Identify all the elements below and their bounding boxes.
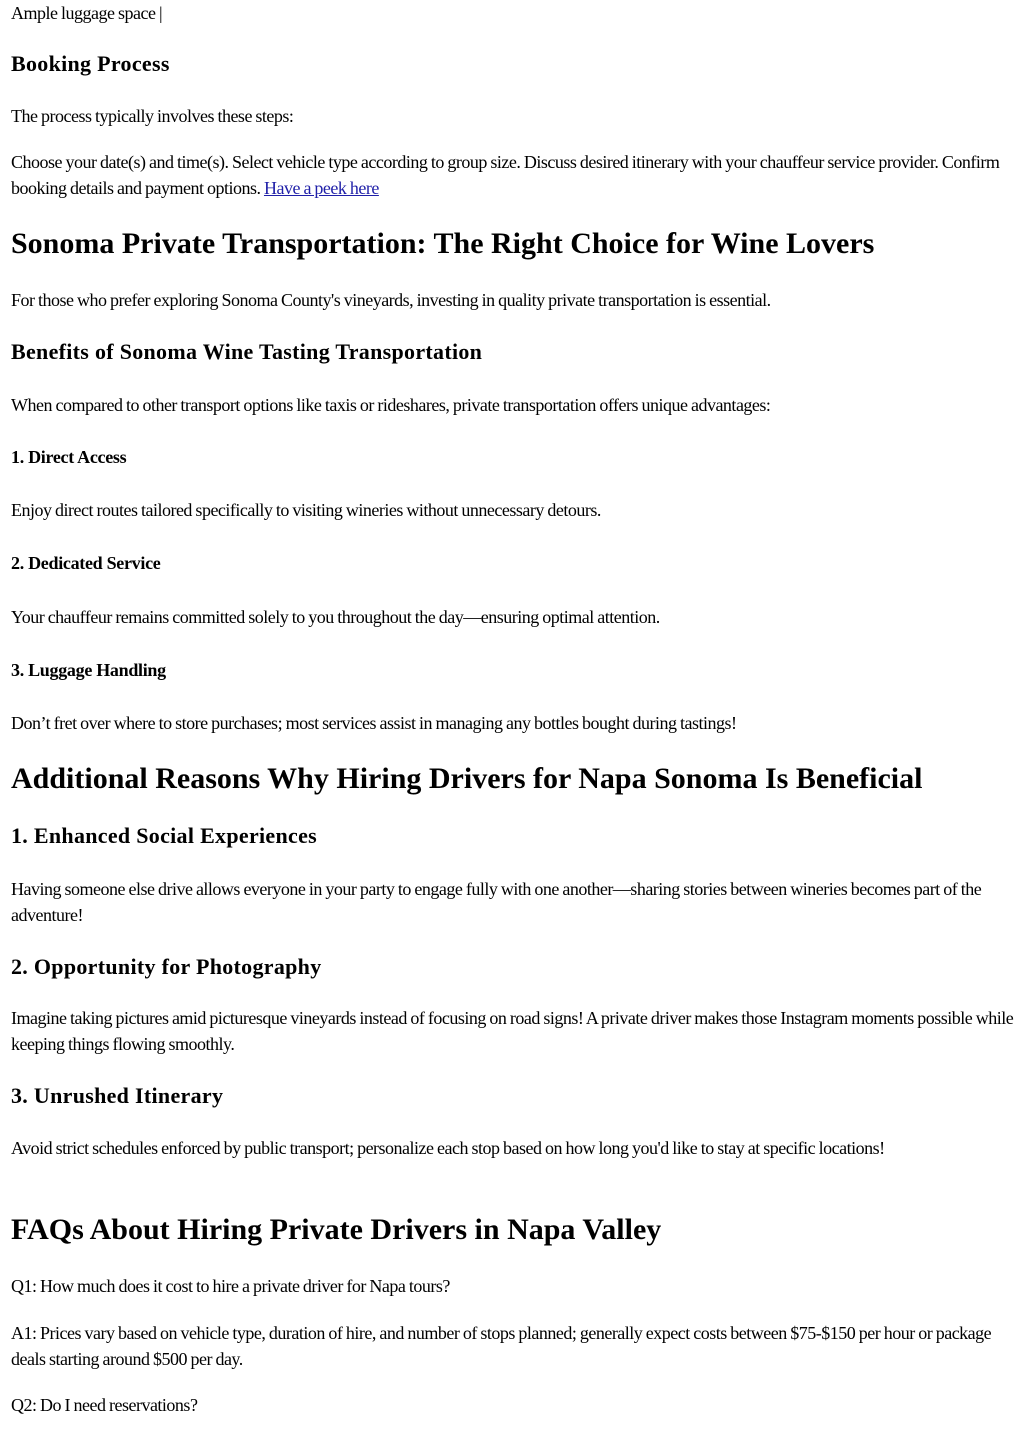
benefit-title-2: 2. Dedicated Service [11,553,161,573]
booking-steps-text: Choose your date(s) and time(s). Select vehicle type according to group size. Discuss desired itinerary with your chauffeur service provider. Confirm booking details and payment options. [11,152,1000,198]
benefit-title-3: 3. Luggage Handling [11,660,166,680]
benefit-text-3: Don’t fret over where to store purchases; most services assist in managing any bottles bought during tastings! [11,713,737,733]
benefits-heading: Benefits of Sonoma Wine Tasting Transportation [11,339,483,364]
benefit-text-2: Your chauffeur remains committed solely to you throughout the day—ensuring optimal attention. [11,607,660,627]
benefits-intro: When compared to other transport options like taxis or rideshares, private transportation offers unique advantages: [11,395,771,415]
reason-title-3: 3. Unrushed Itinerary [11,1083,224,1108]
intro-line: Ample luggage space | [11,3,163,23]
faq-answer-1: A1: Prices vary based on vehicle type, duration of hire, and number of stops planned; generally expect costs between $75-$150 per hour or package deals starting around $500 per day. [11,1323,992,1369]
booking-heading: Booking Process [11,51,170,76]
benefit-text-1: Enjoy direct routes tailored specifically to visiting wineries without unnecessary detours. [11,500,601,520]
reason-text-1: Having someone else drive allows everyone in your party to engage fully with one another—sharing stories between wineries becomes part of the adventure! [11,879,982,925]
reasons-heading: Additional Reasons Why Hiring Drivers for Napa Sonoma Is Beneficial [11,762,923,795]
reason-text-3: Avoid strict schedules enforced by public transport; personalize each stop based on how long you'd like to stay at specific locations! [11,1138,885,1158]
reason-title-1: 1. Enhanced Social Experiences [11,823,318,848]
benefit-title-1: 1. Direct Access [11,447,127,467]
booking-intro: The process typically involves these steps: [11,106,294,126]
reason-title-2: 2. Opportunity for Photography [11,954,322,979]
faq-question-1: Q1: How much does it cost to hire a private driver for Napa tours? [11,1276,450,1296]
faq-question-2: Q2: Do I need reservations? [11,1395,198,1415]
reason-text-2: Imagine taking pictures amid picturesque vineyards instead of focusing on road signs! A private driver makes those Instagram moments possible while keeping things flowing smoothly. [11,1008,1014,1054]
peek-link[interactable]: Have a peek here [263,178,379,198]
booking-steps [11,149,1016,201]
sonoma-intro: For those who prefer exploring Sonoma County's vineyards, investing in quality private transportation is essential. [11,290,771,310]
faqs-heading: FAQs About Hiring Private Drivers in Napa Valley [11,1213,662,1246]
sonoma-heading: Sonoma Private Transportation: The Right Choice for Wine Lovers [11,227,875,260]
